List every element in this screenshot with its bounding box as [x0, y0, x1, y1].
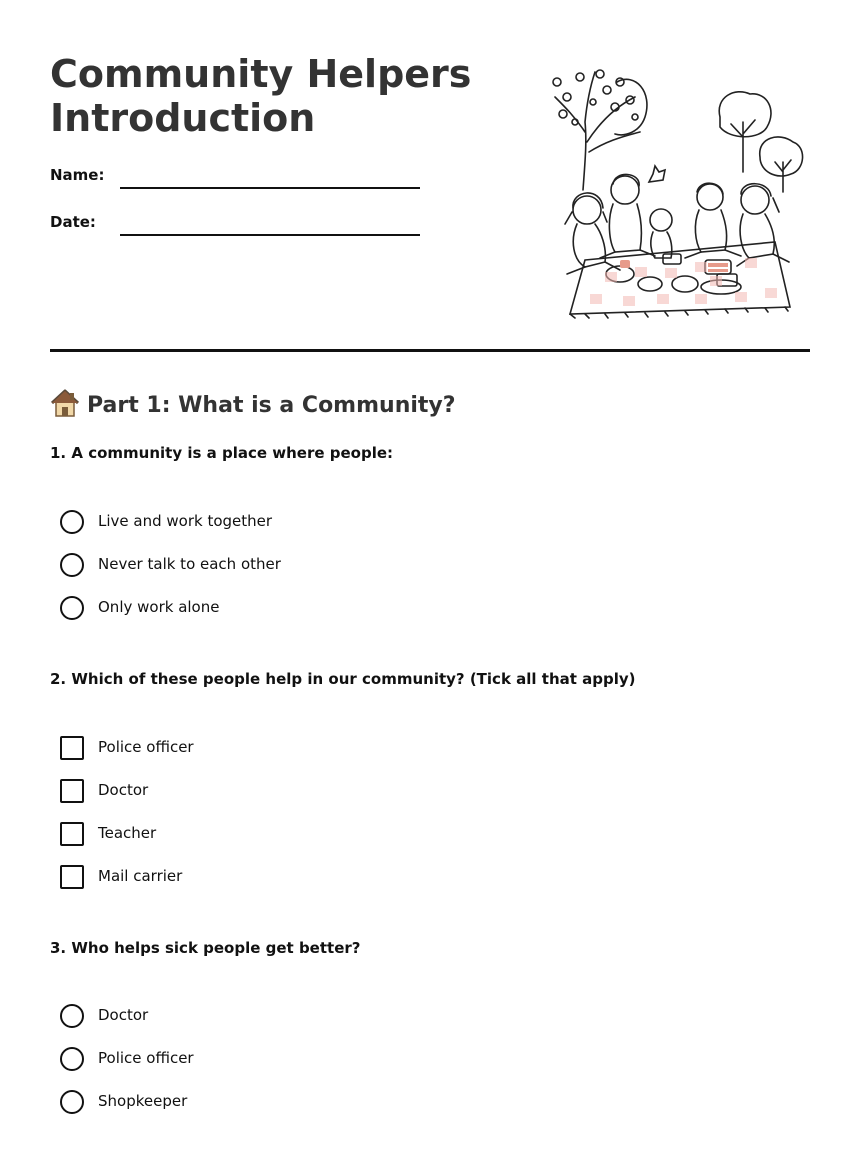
option-label: Only work alone	[98, 598, 220, 616]
option-label: Live and work together	[98, 512, 273, 530]
q2-option-2[interactable]	[60, 779, 460, 805]
question-3: 3. Who helps sick people get better?	[50, 939, 361, 957]
radio-button[interactable]	[60, 553, 84, 577]
q3-option-3[interactable]	[60, 1090, 460, 1116]
section-title-part-1	[50, 388, 456, 422]
checkbox[interactable]	[60, 736, 84, 760]
option-label: Mail carrier	[98, 867, 183, 885]
checkbox[interactable]	[60, 779, 84, 803]
radio-button[interactable]	[60, 596, 84, 620]
checkbox[interactable]	[60, 865, 84, 889]
picnic-illustration	[545, 62, 815, 320]
checkbox[interactable]	[60, 822, 84, 846]
q1-option-1[interactable]	[60, 510, 460, 536]
name-label: Name:	[50, 166, 105, 184]
title-line-2: Introduction	[50, 96, 316, 140]
title-line-1: Community Helpers	[50, 52, 472, 96]
option-label: Police officer	[98, 738, 194, 756]
q2-option-4[interactable]	[60, 865, 460, 891]
question-2: 2. Which of these people help in our community? (Tick all that apply)	[50, 670, 636, 688]
question-1: 1. A community is a place where people:	[50, 444, 394, 462]
radio-button[interactable]	[60, 1004, 84, 1028]
option-label: Teacher	[98, 824, 157, 842]
option-label: Never talk to each other	[98, 555, 281, 573]
q3-option-1[interactable]	[60, 1004, 460, 1030]
date-label: Date:	[50, 213, 96, 231]
name-field[interactable]	[50, 162, 430, 192]
q2-option-1[interactable]	[60, 736, 460, 762]
header-divider	[50, 349, 810, 352]
option-label: Doctor	[98, 781, 149, 799]
option-label: Shopkeeper	[98, 1092, 188, 1110]
q1-option-2[interactable]	[60, 553, 460, 579]
section-title-text: Part 1: What is a Community?	[87, 393, 456, 418]
house-icon	[50, 388, 80, 418]
option-label: Police officer	[98, 1049, 194, 1067]
radio-button[interactable]	[60, 1090, 84, 1114]
q1-option-3[interactable]	[60, 596, 460, 622]
radio-button[interactable]	[60, 1047, 84, 1071]
radio-button[interactable]	[60, 510, 84, 534]
date-field[interactable]	[50, 209, 430, 239]
option-label: Doctor	[98, 1006, 149, 1024]
q2-option-3[interactable]	[60, 822, 460, 848]
page-title	[50, 52, 510, 140]
q3-option-2[interactable]	[60, 1047, 460, 1073]
date-line[interactable]	[120, 234, 420, 236]
name-line[interactable]	[120, 187, 420, 189]
